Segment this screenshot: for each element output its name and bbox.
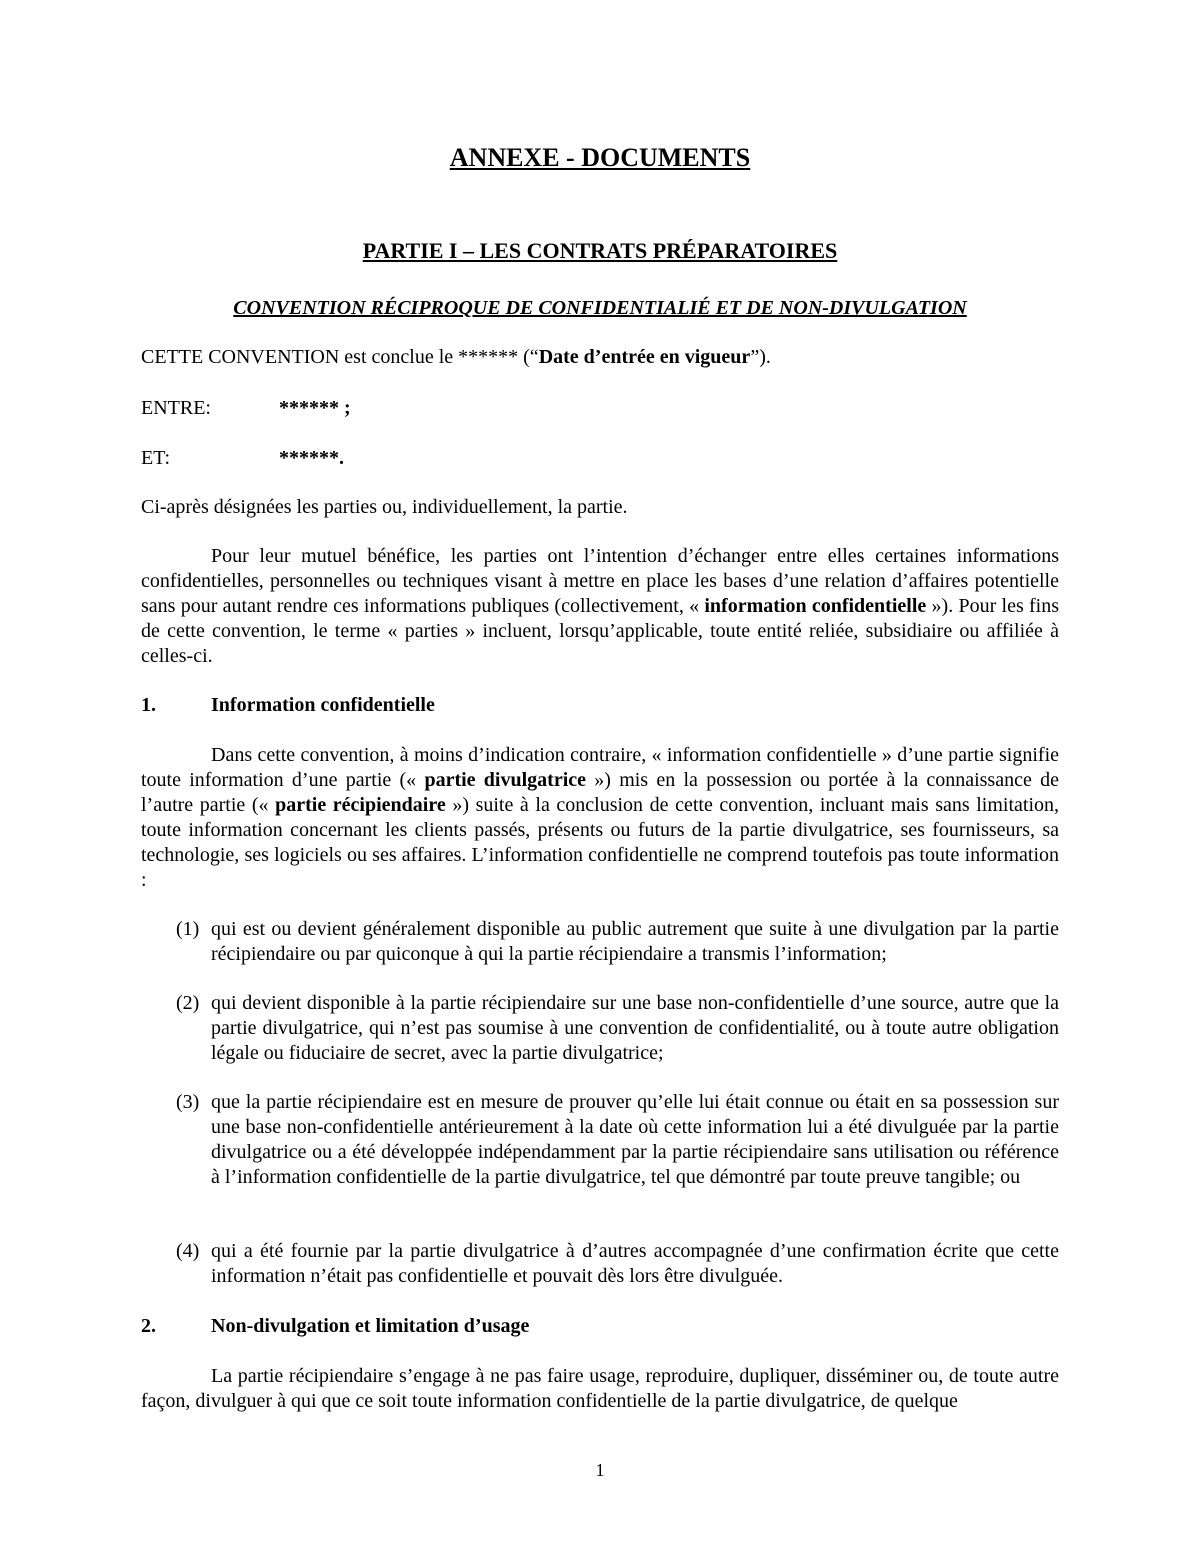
entre-row [141,396,1059,421]
list-item-number: (3) [176,1091,200,1113]
list-item-text: que la partie récipiendaire est en mesure de prouver qu’elle lui était connue ou était en sa possession sur une base non-confidentielle antérieurement à la date où cette information lui a été divulguée par la partie divulgatrice ou a été développée indépendamment par la partie récipiendaire sans utilisation ou référence à l’information confidentielle de la partie divulgatrice, tel que démontré par toute preuve tangible; ou [211,1091,1059,1188]
section-2-heading [141,1314,1059,1339]
section-2-paragraph: La partie récipiendaire s’engage à ne pas faire usage, reproduire, dupliquer, disséminer ou, de toute autre façon, divulguer à qui que ce soit toute information confidentielle de la partie divulgatrice, de quelque [141,1365,1059,1412]
s1-part3: ») suite à la conclusion de cette convention, incluant mais sans limitation, toute information concernant les clients passés, présents ou futurs de la partie divulgatrice, ses fournisseurs, sa technologie, ses logiciels ou ses affaires. L’information confidentielle ne comprend toutefois pas toute information : [141,794,1060,891]
list-item-text: qui devient disponible à la partie récipiendaire sur une base non-confidentielle d’une source, autre que la partie divulgatrice, qui n’est pas soumise à une convention de confidentialité, ou à toute autre obligation légale ou fiduciaire de secret, avec la partie divulgatrice; [211,992,1059,1064]
page-number: 1 [595,1460,605,1480]
annexe-title: ANNEXE - DOCUMENTS [449,143,751,172]
preamble-paragraph [141,544,1059,669]
section-1-title: Information confidentielle [211,694,435,716]
s1-part1: Dans cette convention, à moins d’indication contraire, « information confidentielle » d’une partie signifie toute information d’une partie (« [141,744,1059,791]
section-1-heading [141,693,1059,718]
effective-date-term: Date d’entrée en vigueur [538,346,751,368]
et-value: ******. [279,447,344,469]
s1-bold-divulgatrice: partie divulgatrice [424,769,587,791]
section-1-number: 1. [141,694,156,716]
list-item-number: (2) [176,992,200,1014]
s1-part2: ») mis en la possession ou portée à la connaissance de l’autre partie (« [141,769,1059,816]
et-label: ET: [141,447,170,469]
convention-title: CONVENTION RÉCIPROQUE DE CONFIDENTIALIÉ ET DE NON-DIVULGATION [233,297,967,319]
section-2-title: Non-divulgation et limitation d’usage [211,1315,530,1337]
list-item-text: qui a été fournie par la partie divulgatrice à d’autres accompagnée d’une confirmation écrite que cette information n’était pas confidentielle et pouvait dès lors être divulguée. [211,1240,1059,1287]
entre-value: ****** ; [279,397,351,419]
section-1-paragraph [141,743,1059,893]
entre-label: ENTRE: [141,397,211,419]
list-item-number: (1) [176,918,200,940]
s1-bold-recipiendaire: partie récipiendaire [275,794,446,816]
section-2-number: 2. [141,1315,156,1337]
preamble-bold-term: information confidentielle [704,595,927,617]
document-page [141,0,1059,1553]
partie-title: PARTIE I – LES CONTRATS PRÉPARATOIRES [362,238,838,263]
preamble-part2: »). Pour les fins de cette convention, le terme « parties » incluent, lorsqu’applicable, toute entité reliée, subsidiaire ou affiliée à celles-ci. [141,595,1060,667]
et-row [141,446,1059,471]
intro-suffix: ”). [750,346,771,368]
designation-paragraph: Ci-après désignées les parties ou, individuellement, la partie. [141,496,628,518]
list-item-text: qui est ou devient généralement disponible au public autrement que suite à une divulgation par la partie récipiendaire ou par quiconque à qui la partie récipiendaire a transmis l’information; [211,918,1059,965]
preamble-part1: Pour leur mutuel bénéfice, les parties ont l’intention d’échanger entre elles certaines informations confidentielles, personnelles ou techniques visant à mettre en place les bases d’une relation d’affaires potentielle sans pour autant rendre ces informations publiques (collectivement, « [141,545,1059,617]
intro-prefix: CETTE CONVENTION est conclue le ****** (“ [141,346,539,368]
intro-line [141,345,1059,370]
list-item-number: (4) [176,1240,200,1262]
